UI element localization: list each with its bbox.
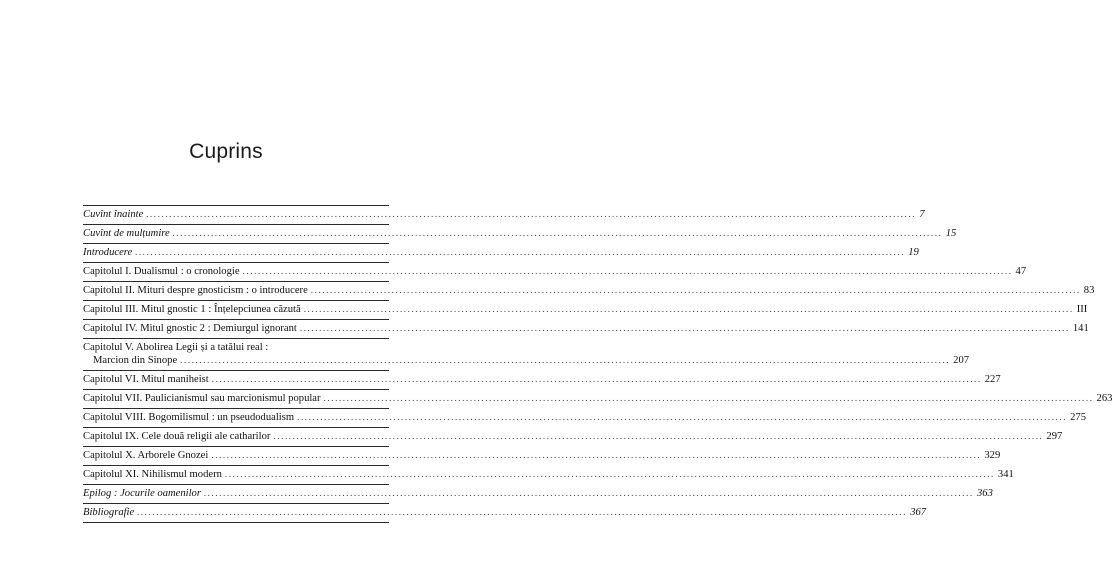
toc-entry-label: Capitolul II. Mituri despre gnosticism : o introducere xyxy=(83,285,308,296)
toc-entry-label: Capitolul VII. Paulicianismul sau marcionismul popular xyxy=(83,393,321,404)
toc-entry xyxy=(83,244,919,263)
toc-entry-page: III xyxy=(1076,304,1088,315)
toc-entry xyxy=(83,320,1089,339)
dot-leader: ........................................................................................................................................................................................................ xyxy=(273,431,1044,441)
toc-entry xyxy=(83,225,957,244)
toc-entry-label: Cuvînt înainte xyxy=(83,209,144,220)
toc-entry xyxy=(83,301,1088,320)
toc-entry-label: Capitolul IV. Mitul gnostic 2 : Demiurgul ignorant xyxy=(83,323,297,334)
dot-leader: ........................................................................................................................................................................................................ xyxy=(310,285,1081,295)
toc-entry-label-continued: Marcion din Sinope xyxy=(93,355,178,366)
dot-leader: ........................................................................................................................................................................................................ xyxy=(224,469,995,479)
toc-entry xyxy=(83,263,1027,282)
dot-leader: ........................................................................................................................................................................................................ xyxy=(146,209,917,219)
toc-entry-page: 19 xyxy=(908,247,919,258)
toc-entry-page: 341 xyxy=(997,469,1014,480)
toc-entry-label: Capitolul VI. Mitul maniheist xyxy=(83,374,209,385)
toc-entry xyxy=(83,447,1001,466)
toc-entry-page: 263 xyxy=(1096,393,1112,404)
toc-entry-label: Epilog : Jocurile oamenilor xyxy=(83,488,201,499)
dot-leader: ........................................................................................................................................................................................................ xyxy=(303,304,1074,314)
toc-entry-label: Capitolul III. Mitul gnostic 1 : Înțelepciunea căzută xyxy=(83,304,301,315)
toc-entry-page: 329 xyxy=(984,450,1001,461)
toc-entry-page: 141 xyxy=(1072,323,1089,334)
toc-entry xyxy=(83,205,925,225)
toc-entry xyxy=(83,371,1001,390)
toc-entry-page: 47 xyxy=(1015,266,1027,277)
dot-leader: ........................................................................................................................................................................................................ xyxy=(242,266,1013,276)
dot-leader: ........................................................................................................................................................................................................ xyxy=(297,412,1068,422)
toc-entry-page: 275 xyxy=(1070,412,1086,423)
page-title: Cuprins xyxy=(189,140,263,163)
toc-entry-page: 83 xyxy=(1083,285,1095,296)
toc-entry xyxy=(83,390,1112,409)
dot-leader: ........................................................................................................................................................................................................ xyxy=(299,323,1070,333)
toc-entry-page: 207 xyxy=(953,355,970,366)
toc-entry-label: Introducere xyxy=(83,247,133,258)
toc-entry xyxy=(83,409,1086,428)
toc-entry-label: Bibliografie xyxy=(83,507,135,518)
dot-leader: ........................................................................................................................................................................................................ xyxy=(180,355,951,365)
toc-entry-label: Cuvînt de mulțumire xyxy=(83,228,170,239)
toc-entry xyxy=(83,339,970,371)
toc-entry-label: Capitolul VIII. Bogomilismul : un pseudodualism xyxy=(83,412,295,423)
toc-entry-label: Capitolul V. Abolirea Legii și a tatălui real : xyxy=(83,342,269,353)
toc-entry-page: 363 xyxy=(976,488,993,499)
toc-entry xyxy=(83,466,1014,485)
toc-entry-page: 227 xyxy=(984,374,1001,385)
toc-entry-page: 7 xyxy=(919,209,925,220)
table-of-contents xyxy=(83,205,1112,523)
toc-entry xyxy=(83,282,1095,301)
dot-leader: ........................................................................................................................................................................................................ xyxy=(203,488,974,498)
toc-entry-label: Capitolul I. Dualismul : o cronologie xyxy=(83,266,240,277)
toc-entry-page: 367 xyxy=(910,507,927,518)
dot-leader: ........................................................................................................................................................................................................ xyxy=(172,228,943,238)
dot-leader: ........................................................................................................................................................................................................ xyxy=(211,450,982,460)
toc-entry xyxy=(83,504,927,523)
toc-entry-label: Capitolul X. Arborele Gnozei xyxy=(83,450,209,461)
dot-leader: ........................................................................................................................................................................................................ xyxy=(135,247,906,257)
toc-entry xyxy=(83,485,993,504)
toc-entry-label: Capitolul XI. Nihilismul modern xyxy=(83,469,222,480)
toc-entry-label: Capitolul IX. Cele două religii ale catharilor xyxy=(83,431,271,442)
dot-leader: ........................................................................................................................................................................................................ xyxy=(211,374,982,384)
toc-entry-page: 297 xyxy=(1046,431,1063,442)
dot-leader: ........................................................................................................................................................................................................ xyxy=(137,507,908,517)
dot-leader: ........................................................................................................................................................................................................ xyxy=(323,393,1094,403)
toc-entry xyxy=(83,428,1063,447)
toc-entry-page: 15 xyxy=(945,228,957,239)
